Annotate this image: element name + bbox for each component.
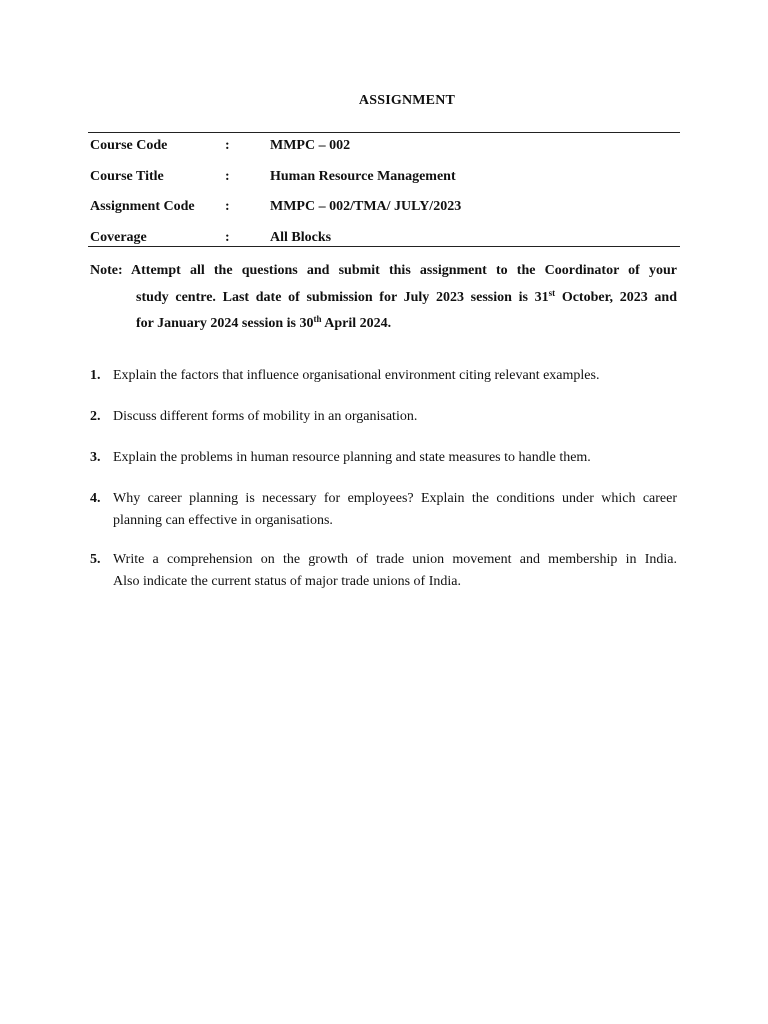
info-value: MMPC – 002	[270, 138, 351, 153]
info-row-assignment-code	[88, 197, 680, 228]
info-label: Course Code	[90, 138, 168, 153]
question-text	[113, 447, 677, 469]
question-line: planning can effective in organisations.	[113, 512, 333, 528]
assignment-title: ASSIGNMENT	[358, 93, 456, 108]
question-text	[113, 549, 677, 592]
note-line	[90, 285, 677, 312]
note-text: for January 2024 session is 30	[136, 316, 314, 331]
note-text: study centre. Last date of submission for July 2023 session is 31	[136, 289, 549, 305]
info-row-course-title	[88, 167, 680, 198]
question-number: 3.	[90, 450, 101, 465]
info-row-course-code	[88, 136, 680, 167]
submission-note	[90, 258, 677, 338]
question-item	[90, 447, 677, 469]
info-value: Human Resource Management	[270, 168, 456, 184]
question-line: Explain the factors that influence organisational environment citing relevant examples.	[113, 368, 600, 383]
question-number: 5.	[90, 552, 101, 567]
question-text	[113, 488, 677, 531]
question-line: Discuss different forms of mobility in an organisation.	[113, 409, 418, 424]
note-text: October, 2023 and	[555, 289, 677, 305]
question-text	[113, 406, 677, 428]
question-number: 4.	[90, 491, 101, 506]
info-value: MMPC – 002/TMA/ JULY/2023	[270, 199, 462, 214]
note-text: April 2024.	[321, 316, 392, 331]
info-label: Course Title	[90, 168, 164, 184]
question-line: Also indicate the current status of major trade unions of India.	[113, 573, 461, 589]
info-separator: :	[225, 168, 230, 184]
info-label: Coverage	[90, 229, 147, 245]
question-item	[90, 365, 677, 387]
info-label: Assignment Code	[90, 199, 195, 214]
question-number: 1.	[90, 368, 101, 383]
info-separator: :	[225, 138, 230, 153]
note-line: Note: Attempt all the questions and submit this assignment to the Coordinator of your	[90, 263, 677, 278]
question-line: Why career planning is necessary for employees? Explain the conditions under which career	[113, 491, 677, 506]
question-item	[90, 406, 677, 428]
info-value: All Blocks	[270, 229, 332, 245]
course-info-table	[88, 132, 680, 247]
question-item	[90, 549, 677, 592]
question-line: Write a comprehension on the growth of trade union movement and membership in India.	[113, 552, 677, 567]
question-number: 2.	[90, 409, 101, 424]
info-separator: :	[225, 229, 230, 245]
question-item	[90, 488, 677, 531]
question-text	[113, 365, 677, 387]
question-line: Explain the problems in human resource planning and state measures to handle them.	[113, 450, 591, 465]
note-line	[90, 311, 677, 338]
note-superscript: th	[313, 314, 322, 324]
note-superscript: st	[548, 287, 556, 298]
info-row-coverage	[88, 228, 680, 259]
info-separator: :	[225, 199, 230, 214]
